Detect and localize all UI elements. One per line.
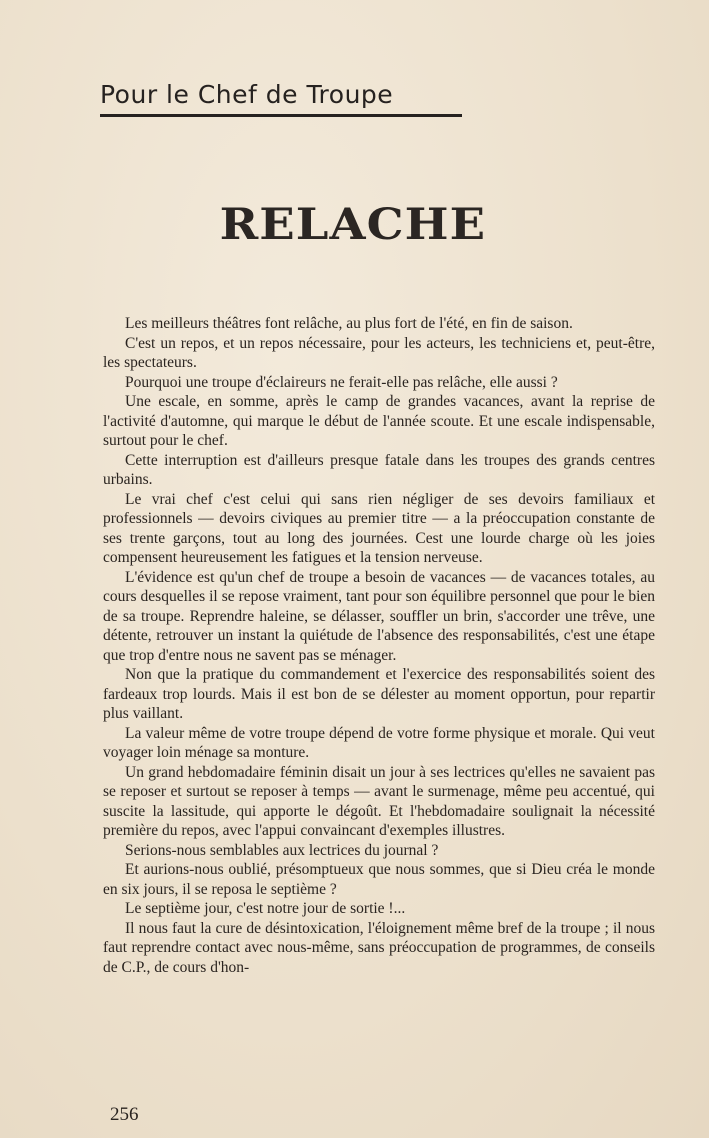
paragraph: La valeur même de votre troupe dépend de votre forme physique et morale. Qui veut voyager loin ménage sa monture. [103, 724, 655, 761]
page-number: 256 [110, 1104, 139, 1125]
paragraph: Les meilleurs théâtres font relâche, au plus fort de l'été, en fin de saison. [125, 315, 573, 332]
paragraph: Et aurions-nous oublié, présomptueux que nous sommes, que si Dieu créa le monde en six jours, il se reposa le septième ? [103, 861, 655, 898]
paragraph: Pourquoi une troupe d'éclaireurs ne ferait-elle pas relâche, elle aussi ? [125, 373, 558, 391]
paragraph: Une escale, en somme, après le camp de grandes vacances, avant la reprise de l'activité d'automne, qui marque le début de l'année scoute. Et une escale indispensable, surtout pour le chef. [103, 393, 655, 449]
paragraph: Il nous faut la cure de désintoxication, l'éloignement même bref de la troupe ; il nous faut reprendre contact avec nous-même, sans préoccupation de programmes, de conseils de C.P., de cours d'hon- [103, 919, 655, 976]
paragraph: Le septième jour, c'est notre jour de sortie !... [125, 900, 406, 917]
paragraph: Non que la pratique du commandement et l'exercice des responsabilités soient des fardeaux trop lourds. Mais il est bon de se délester au moment opportun, pour repartir plus vaillant. [103, 666, 655, 722]
paragraph: L'évidence est qu'un chef de troupe a besoin de vacances — de vacances totales, au cours desquelles il se repose vraiment, tant pour son équilibre personnel que pour le bien de sa troupe. Reprendre haleine, se délasser, souffler un brin, s'accorder une trêve, une détente, retrouver un instant la quiétude de l'absence des responsabilités, c'est une étape que trop d'entre nous ne savent pas se ménager. [103, 568, 655, 664]
article-body [103, 314, 655, 977]
paragraph: Serions-nous semblables aux lectrices du journal ? [125, 841, 439, 859]
article-title: RELACHE [219, 200, 487, 250]
paragraph: C'est un repos, et un repos nécessaire, pour les acteurs, les techniciens et, peut-être, les spectateurs. [103, 334, 655, 371]
paragraph: Cette interruption est d'ailleurs presque fatale dans les troupes des grands centres urbains. [103, 451, 655, 488]
paragraph: Un grand hebdomadaire féminin disait un jour à ses lectrices qu'elles ne savaient pas se reposer et surtout se reposer à temps — avant le surmenage, même peu accentué, qui suscite la lassitude, qui apporte le dégoût. Et l'hebdomadaire soulignait la nécessité première du repos, avec l'appui convaincant d'exemples illustres. [103, 763, 655, 839]
section-heading: Pour le Chef de Troupe [100, 80, 462, 117]
paragraph: Le vrai chef c'est celui qui sans rien négliger de ses devoirs familiaux et professionnels — devoirs civiques au premier titre — a la préoccupation constante de ses trente garçons, tout au long des journées. Cest une lourde charge où les joies compensent heureusement les fatigues et la tension nerveuse. [103, 490, 655, 566]
